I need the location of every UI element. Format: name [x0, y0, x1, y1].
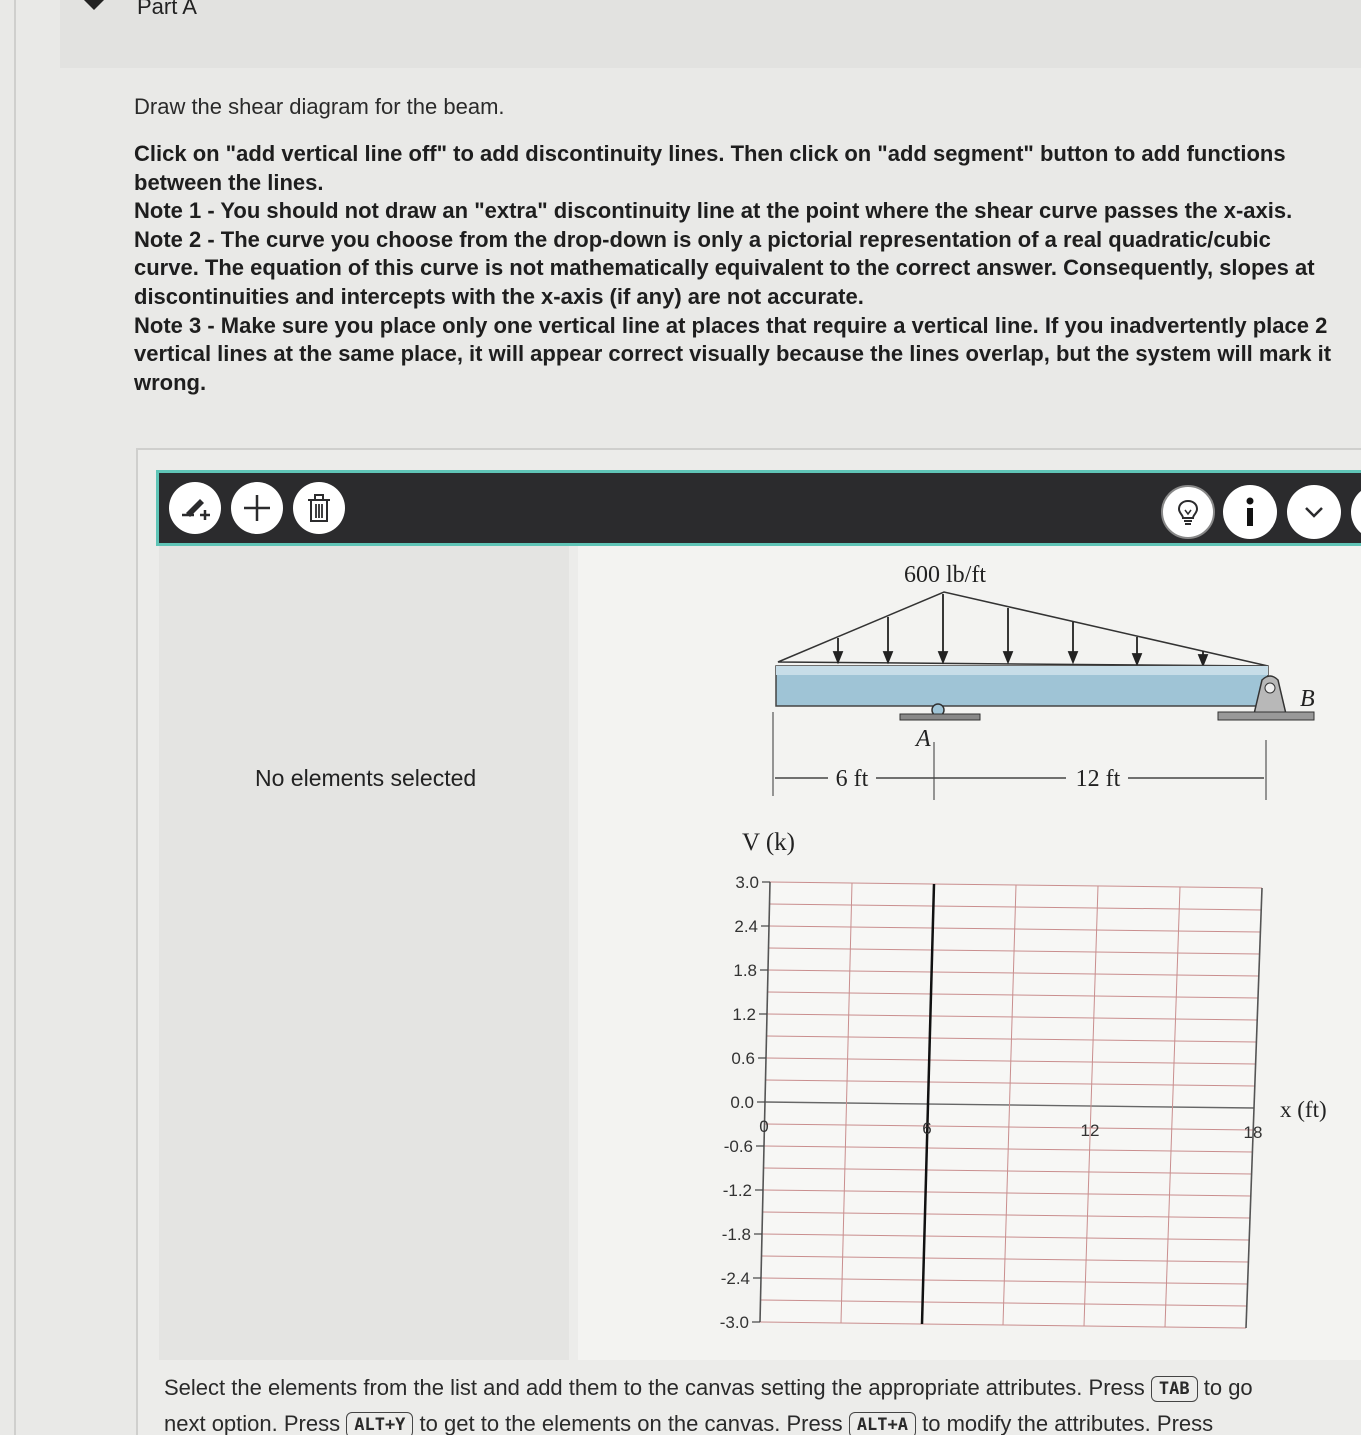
instruction-note-2: Note 2 - The curve you choose from the drop-down is only a pictorial representation of a real quadratic/cubic curve. The equation of this curve is not mathematically equivalent to the correct answer. Consequently, slopes at discontinuities and intercepts with the x-axis (if any) are not accurate.: [134, 226, 1315, 309]
x-tick-label: 12: [1080, 1121, 1100, 1140]
y-tick-label: 1.8: [733, 961, 757, 980]
footer-text-5: to modify the attributes. Press: [922, 1411, 1214, 1435]
y-tick-label: -1.8: [721, 1225, 751, 1244]
y-tick-label: 0.6: [731, 1049, 755, 1068]
y-tick-label: 3.0: [735, 873, 759, 892]
alt-a-key: ALT+A: [849, 1412, 916, 1435]
y-tick-label: -1.2: [722, 1181, 752, 1200]
dim-label-right: 12 ft: [1075, 766, 1121, 792]
dim-label-left: 6 ft: [835, 766, 869, 792]
accessibility-instructions: [164, 1370, 1361, 1435]
x-tick-label: 0: [759, 1117, 769, 1136]
no-elements-status: No elements selected: [255, 765, 477, 791]
y-axis-label: V (k): [742, 829, 796, 856]
question-prompt: Draw the shear diagram for the beam.: [134, 94, 505, 119]
y-tick-label: 0.0: [730, 1093, 754, 1112]
y-tick-label: 1.2: [732, 1005, 756, 1024]
x-tick-label: 6: [922, 1119, 932, 1138]
footer-text-2: to go: [1203, 1375, 1253, 1400]
part-title: Part A: [137, 0, 197, 19]
support-a-label: A: [916, 726, 931, 752]
x-axis-label: x (ft): [1280, 1097, 1327, 1122]
y-tick-label: -3.0: [719, 1313, 749, 1332]
y-tick-label: 2.4: [734, 917, 758, 936]
load-label: 600 lb/ft: [904, 562, 986, 588]
footer-text-1: Select the elements from the list and add them to the canvas setting the appropriate attributes. Press: [164, 1375, 1145, 1400]
alt-y-key: ALT+Y: [346, 1412, 413, 1435]
y-tick-label: -2.4: [720, 1269, 750, 1288]
instruction-note-1: Note 1 - You should not draw an "extra" discontinuity line at the point where the shear curve passes the x-axis.: [134, 198, 1293, 224]
tab-key: TAB: [1151, 1376, 1198, 1402]
footer-text-3: next option. Press: [164, 1411, 341, 1435]
support-b-label: B: [1300, 686, 1315, 712]
x-tick-label: 18: [1243, 1123, 1263, 1142]
footer-text-4: to get to the elements on the canvas. Press: [419, 1411, 843, 1435]
y-tick-label: -0.6: [723, 1137, 753, 1156]
instruction-note-3: Note 3 - Make sure you place only one vertical line at places that require a vertical line. If you inadvertently place 2 vertical lines at the same place, it will appear correct visually because the lines overlap, but the system will mark it wrong.: [134, 312, 1332, 395]
plot-grid: [760, 882, 1262, 1328]
instruction-main: Click on "add vertical line off" to add discontinuity lines. Then click on "add segment" button to add functions between the lines.: [134, 141, 1286, 195]
